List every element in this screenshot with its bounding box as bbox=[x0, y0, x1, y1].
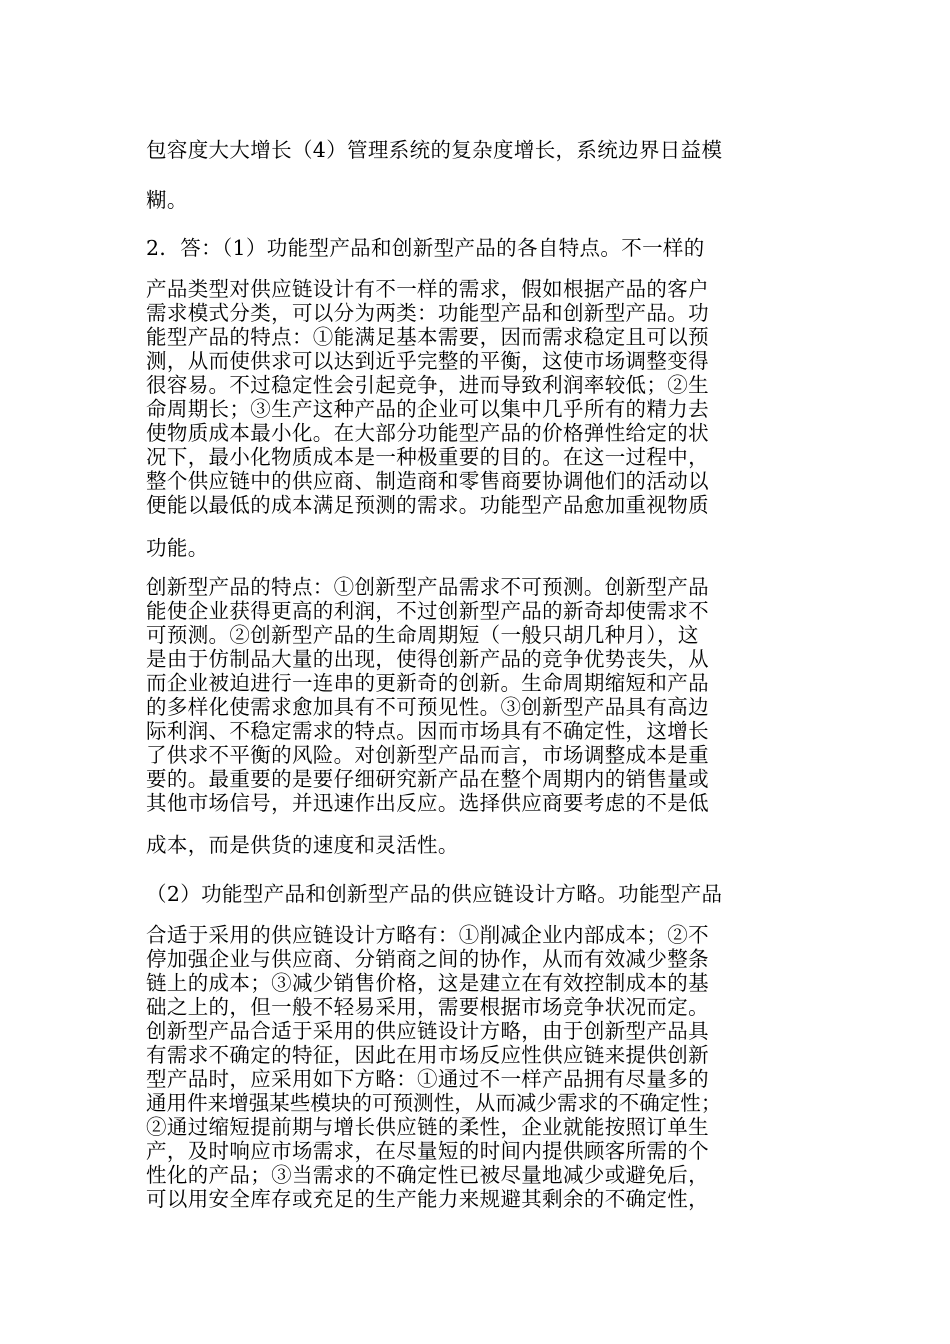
text-line: 有需求不确定的特征，因此在用市场反应性供应链来提供创新 bbox=[146, 1043, 709, 1067]
text-line: 产品类型对供应链设计有不一样的需求，假如根据产品的客户 bbox=[146, 277, 709, 301]
text-line: 是由于仿制品大量的出现，使得创新产品的竞争优势丧失，从 bbox=[146, 647, 709, 671]
text-line: 创新型产品合适于采用的供应链设计方略，由于创新型产品具 bbox=[146, 1019, 709, 1043]
text-line: 可预测。②创新型产品的生命周期短（一般只胡几种月），这 bbox=[146, 623, 699, 647]
text-line: 况下，最小化物质成本是一种极重要的目的。在这一过程中， bbox=[146, 445, 709, 469]
text-line: 功能。 bbox=[146, 536, 209, 560]
text-line: 需求模式分类，可以分为两类：功能型产品和创新型产品。功 bbox=[146, 301, 709, 325]
text-line: 便能以最低的成本满足预测的需求。功能型产品愈加重视物质 bbox=[146, 493, 709, 517]
text-line: 型产品时，应采用如下方略：①通过不一样产品拥有尽量多的 bbox=[146, 1067, 709, 1091]
text-line: （2）功能型产品和创新型产品的供应链设计方略。功能型产品 bbox=[146, 882, 723, 906]
text-line: 产，及时响应市场需求，在尽量短的时间内提供顾客所需的个 bbox=[146, 1139, 709, 1163]
text-line: 性化的产品；③当需求的不确定性已被尽量地减少或避免后， bbox=[146, 1163, 709, 1187]
text-line: 创新型产品的特点：①创新型产品需求不可预测。创新型产品 bbox=[146, 575, 709, 599]
text-line: 通用件来增强某些模块的可预测性，从而减少需求的不确定性； bbox=[146, 1091, 722, 1115]
text-line: 命周期长；③生产这种产品的企业可以集中几乎所有的精力去 bbox=[146, 397, 709, 421]
text-line: 停加强企业与供应商、分销商之间的协作，从而有效减少整条 bbox=[146, 947, 709, 971]
text-line: 可以用安全库存或充足的生产能力来规避其剩余的不确定性， bbox=[146, 1187, 709, 1211]
text-line: 能使企业获得更高的利润，不过创新型产品的新奇却使需求不 bbox=[146, 599, 709, 623]
text-line: 合适于采用的供应链设计方略有：①削减企业内部成本；②不 bbox=[146, 923, 709, 947]
text-line: 而企业被迫进行一连串的更新奇的创新。生命周期缩短和产品 bbox=[146, 671, 709, 695]
text-line: 础之上的，但一般不轻易采用，需要根据市场竞争状况而定。 bbox=[146, 995, 709, 1019]
text-line: 际利润、不稳定需求的特点。因而市场具有不确定性，这增长 bbox=[146, 719, 709, 743]
text-line: 成本，而是供货的速度和灵活性。 bbox=[146, 833, 459, 857]
text-line: 整个供应链中的供应商、制造商和零售商要协调他们的活动以 bbox=[146, 469, 709, 493]
text-line: 能型产品的特点：①能满足基本需要，因而需求稳定且可以预 bbox=[146, 325, 709, 349]
text-line: 链上的成本；③减少销售价格，这是建立在有效控制成本的基 bbox=[146, 971, 709, 995]
text-line: 测，从而使供求可以达到近乎完整的平衡，这使市场调整变得 bbox=[146, 349, 709, 373]
text-line: 了供求不平衡的风险。对创新型产品而言，市场调整成本是重 bbox=[146, 743, 709, 767]
text-line: ②通过缩短提前期与增长供应链的柔性，企业就能按照订单生 bbox=[146, 1115, 709, 1139]
text-line: 很容易。不过稳定性会引起竞争，进而导致利润率较低；②生 bbox=[146, 373, 709, 397]
text-line: 2．答：（1）功能型产品和创新型产品的各自特点。不一样的 bbox=[146, 236, 705, 260]
text-line: 的多样化使需求愈加具有不可预见性。③创新型产品具有高边 bbox=[146, 695, 709, 719]
text-line: 要的。最重要的是要仔细研究新产品在整个周期内的销售量或 bbox=[146, 767, 709, 791]
text-line: 使物质成本最小化。在大部分功能型产品的价格弹性给定的状 bbox=[146, 421, 709, 445]
text-line: 其他市场信号，并迅速作出反应。选择供应商要考虑的不是低 bbox=[146, 791, 709, 815]
text-line: 糊。 bbox=[146, 188, 188, 212]
text-line: 包容度大大增长（4）管理系统的复杂度增长，系统边界日益模 bbox=[146, 138, 723, 162]
